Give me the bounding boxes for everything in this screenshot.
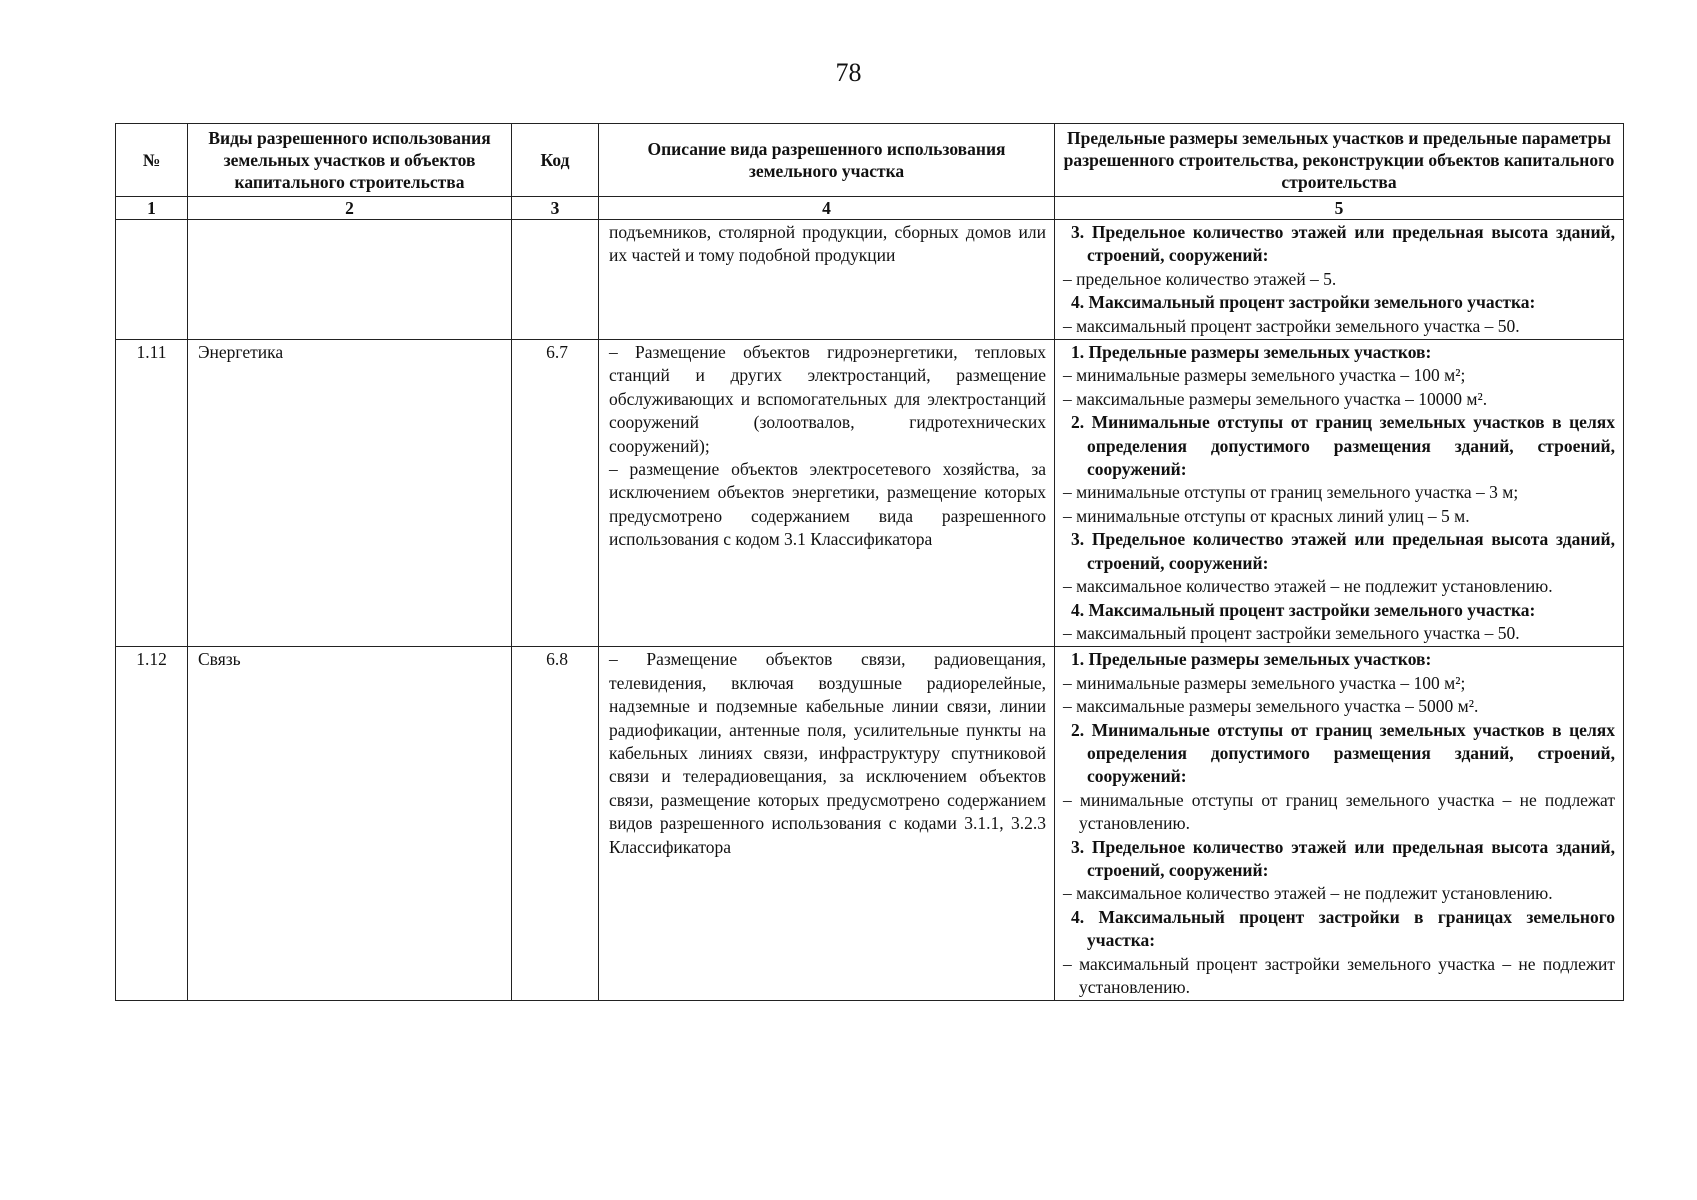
parameter-item: – минимальные отступы от красных линий улиц – 5 м. (1063, 505, 1470, 526)
row-code (512, 220, 599, 340)
header-parameters: Предельные размеры земельных участков и предельные параметры разрешенного строительства, реконструкции объектов капитального строительства (1055, 124, 1624, 197)
parameter-item: – минимальные отступы от границ земельного участка – не подлежат установлению. (1063, 789, 1615, 834)
parameter-heading: 4. Максимальный процент застройки в границах земельного участка: (1071, 906, 1615, 951)
row-use-type: Энергетика (188, 340, 512, 647)
land-use-table (115, 123, 1624, 1001)
header-code: Код (512, 124, 599, 197)
parameter-item: – максимальные размеры земельного участка – 10000 м². (1063, 388, 1488, 409)
parameter-heading: 1. Предельные размеры земельных участков: (1071, 342, 1432, 363)
header-row (116, 124, 1624, 197)
table-body (116, 220, 1624, 1001)
parameter-item: – максимальный процент застройки земельного участка – не подлежит установлению. (1063, 953, 1615, 997)
description-paragraph: – Размещение объектов гидроэнергетики, тепловых станций и других электростанций, размещение обслуживающих и вспомогательных для электростанций сооружений (золоотвалов, гидротехнических сооружений); (609, 342, 1046, 456)
row-number (116, 220, 188, 340)
parameter-heading: 3. Предельное количество этажей или предельная высота зданий, строений, сооружений: (1071, 529, 1615, 573)
row-description (599, 340, 1055, 647)
parameter-item: – минимальные размеры земельного участка – 100 м²; (1063, 672, 1466, 693)
page-number: 78 (835, 58, 862, 87)
column-number: 5 (1055, 197, 1624, 220)
row-parameters (1055, 220, 1624, 340)
description-paragraph: – размещение объектов электросетевого хозяйства, за исключением объектов энергетики, размещение которых предусмотрено содержанием вида разрешенного использования с кодом 3.1 Классификатора (609, 459, 1046, 550)
row-use-type (188, 220, 512, 340)
table-row (116, 647, 1624, 1001)
row-code: 6.8 (512, 647, 599, 1001)
header-use-type: Виды разрешенного использования земельных участков и объектов капитального строительства (188, 124, 512, 197)
column-number: 2 (188, 197, 512, 220)
description-paragraph: – Размещение объектов связи, радиовещания, телевидения, включая воздушные радиорелейные, надземные и подземные кабельные линии связи, линии радиофикации, антенные поля, усилительные пункты на кабельных линиях связи, инфраструктуру спутниковой связи и телерадиовещания, за исключением объектов связи, размещение которых предусмотрено содержанием видов разрешенного использования с кодами 3.1.1, 3.2.3 Классификатора (609, 649, 1046, 857)
parameter-item: – максимальные размеры земельного участка – 5000 м². (1063, 696, 1479, 717)
parameter-heading: 3. Предельное количество этажей или предельная высота зданий, строений, сооружений: (1071, 222, 1615, 266)
row-description (599, 647, 1055, 1001)
parameter-item: – максимальный процент застройки земельного участка – 50. (1063, 622, 1520, 643)
row-number: 1.11 (116, 340, 188, 647)
column-number: 1 (116, 197, 188, 220)
header-number: № (116, 124, 188, 197)
parameter-heading: 4. Максимальный процент застройки земельного участка: (1071, 599, 1536, 620)
parameter-heading: 1. Предельные размеры земельных участков: (1071, 649, 1432, 670)
row-parameters (1055, 340, 1624, 647)
row-description (599, 220, 1055, 340)
column-number: 4 (599, 197, 1055, 220)
column-number-row (116, 197, 1624, 220)
column-number: 3 (512, 197, 599, 220)
description-paragraph: подъемников, столярной продукции, сборных домов или их частей и тому подобной продукции (609, 222, 1046, 266)
parameter-heading: 2. Минимальные отступы от границ земельных участков в целях определения допустимого размещения зданий, строений, сооружений: (1071, 719, 1615, 787)
parameter-item: – максимальный процент застройки земельного участка – 50. (1063, 315, 1520, 336)
parameter-item: – минимальные отступы от границ земельного участка – 3 м; (1063, 482, 1519, 503)
parameter-item: – максимальное количество этажей – не подлежит установлению. (1063, 576, 1553, 597)
header-description: Описание вида разрешенного использования земельного участка (599, 124, 1055, 197)
parameter-heading: 3. Предельное количество этажей или предельная высота зданий, строений, сооружений: (1071, 836, 1615, 880)
row-code: 6.7 (512, 340, 599, 647)
row-use-type: Связь (188, 647, 512, 1001)
parameter-heading: 2. Минимальные отступы от границ земельных участков в целях определения допустимого размещения зданий, строений, сооружений: (1071, 412, 1615, 480)
table-row (116, 220, 1624, 340)
table-row (116, 340, 1624, 647)
parameter-item: – предельное количество этажей – 5. (1063, 268, 1337, 289)
parameter-heading: 4. Максимальный процент застройки земельного участка: (1071, 292, 1536, 313)
parameter-item: – максимальное количество этажей – не подлежит установлению. (1063, 883, 1553, 904)
row-number: 1.12 (116, 647, 188, 1001)
parameter-item: – минимальные размеры земельного участка – 100 м²; (1063, 365, 1466, 386)
row-parameters (1055, 647, 1624, 1001)
